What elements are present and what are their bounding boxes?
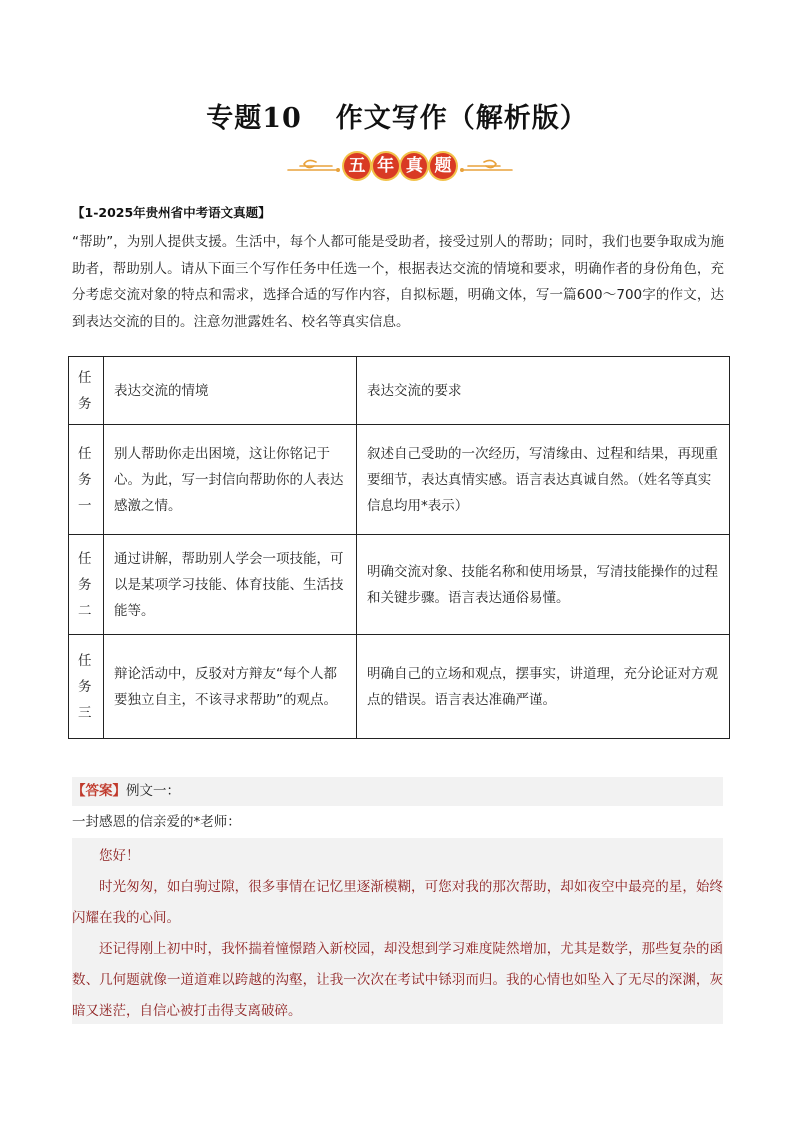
task-cell: 任务三 xyxy=(69,635,104,739)
header-cell-task: 任务 xyxy=(69,357,104,425)
table-header-row xyxy=(69,357,730,425)
essay-paragraph: 时光匆匆，如白驹过隙，很多事情在记忆里逐渐模糊，可您对我的那次帮助，却如夜空中最亮的星，始终闪耀在我的心间。 xyxy=(72,879,723,926)
page-title xyxy=(0,96,794,135)
table-row xyxy=(69,635,730,739)
requirement-cell: 明确自己的立场和观点，摆事实，讲道理，充分论证对方观点的错误。语言表达准确严谨。 xyxy=(357,635,730,739)
banner-char: 年 xyxy=(373,153,399,179)
task-cell: 任务一 xyxy=(69,425,104,535)
essay-paragraph: 您好！ xyxy=(99,848,140,864)
requirement-cell: 叙述自己受助的一次经历，写清缘由、过程和结果，再现重要细节，表达真情实感。语言表达真诚自然。（姓名等真实信息均用*表示） xyxy=(357,425,730,535)
five-year-exam-banner xyxy=(280,148,520,184)
banner-char: 五 xyxy=(344,153,370,179)
banner-char: 真 xyxy=(401,153,427,179)
task-cell: 任务二 xyxy=(69,535,104,635)
title-topic-name: 作文写作（解析版） xyxy=(335,103,588,134)
question-prompt: “帮助”，为别人提供支援。生活中，每个人都可能是受助者，接受过别人的帮助；同时，我们也要争取成为施助者，帮助别人。请从下面三个写作任务中任选一个，根据表达交流的情境和要求，明确作者的身份角色，充分考虑交流对象的特点和需求，选择合适的写作内容，自拟标题，明确文体，写一篇600～700字的作文，达到表达交流的目的。注意勿泄露姓名、校名等真实信息。 xyxy=(72,234,724,330)
situation-cell: 辩论活动中，反驳对方辩友“每个人都要独立自主，不该寻求帮助”的观点。 xyxy=(104,635,357,739)
essay-paragraph: 还记得刚上初中时，我怀揣着憧憬踏入新校园，却没想到学习难度陡然增加，尤其是数学，那些复杂的函数、几何题就像一道道难以跨越的沟壑，让我一次次在考试中铩羽而归。我的心情也如坠入了无尽的深渊，灰暗又迷茫，自信心被打击得支离破碎。 xyxy=(72,941,723,1019)
answer-tag: 【答案】 xyxy=(72,783,126,799)
task-table xyxy=(68,356,730,739)
header-cell-requirement: 表达交流的要求 xyxy=(357,357,730,425)
table-row xyxy=(69,425,730,535)
situation-cell: 别人帮助你走出困境，这让你铭记于心。为此，写一封信向帮助你的人表达感激之情。 xyxy=(104,425,357,535)
header-cell-situation: 表达交流的情境 xyxy=(104,357,357,425)
answer-bar xyxy=(72,777,723,806)
answer-label: 例文一： xyxy=(126,783,180,799)
letter-title: 一封感恩的信亲爱的*老师： xyxy=(72,814,241,830)
requirement-cell: 明确交流对象、技能名称和使用场景，写清技能操作的过程和关键步骤。语言表达通俗易懂。 xyxy=(357,535,730,635)
situation-cell: 通过讲解，帮助别人学会一项技能，可以是某项学习技能、体育技能、生活技能等。 xyxy=(104,535,357,635)
title-topic-number: 专题10 xyxy=(206,103,302,134)
banner-char: 题 xyxy=(430,153,456,179)
question-source: 【1-2025年贵州省中考语文真题】 xyxy=(72,205,271,220)
table-row xyxy=(69,535,730,635)
sample-essay xyxy=(72,838,723,1024)
